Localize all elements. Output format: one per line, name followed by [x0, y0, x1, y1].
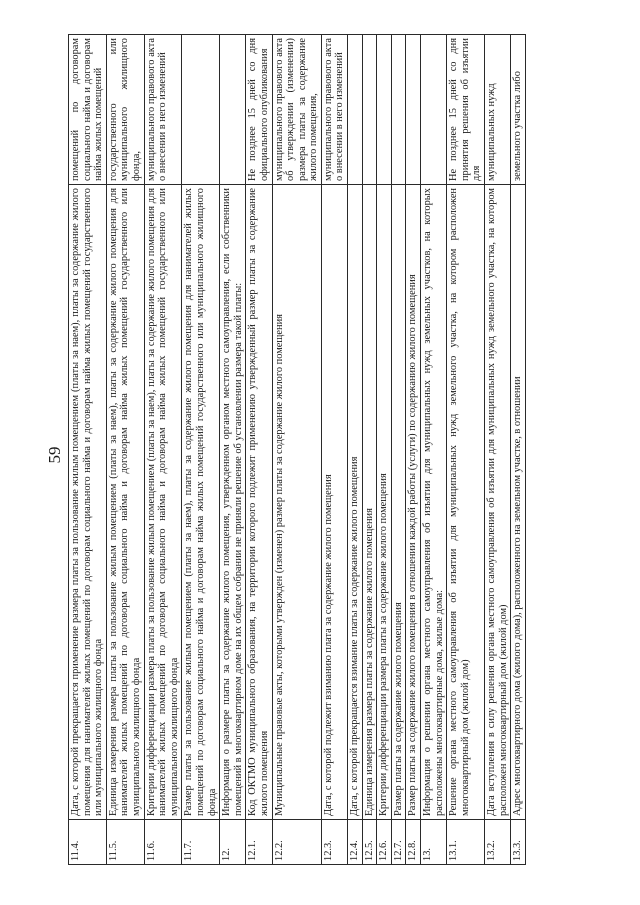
row-note	[220, 35, 246, 185]
row-number: 11.6.	[144, 820, 182, 865]
table-row	[421, 35, 447, 865]
table-body	[69, 35, 526, 865]
table-row	[220, 35, 246, 865]
info-table	[68, 34, 526, 865]
table-row	[406, 35, 421, 865]
page-number: 59	[45, 446, 64, 464]
row-note	[406, 35, 421, 185]
row-note	[377, 35, 392, 185]
table-row	[69, 35, 107, 865]
row-description: Единица измерения размера платы за содержание жилого помещения	[362, 185, 377, 820]
row-note: государственного или муниципального жилищного фонда,	[106, 35, 144, 185]
row-note	[182, 35, 220, 185]
row-description: Адрес многоквартирного дома (жилого дома), расположенного на земельном участке, в отношении	[511, 185, 526, 820]
row-number: 13.3.	[511, 820, 526, 865]
row-description: Единица измерения размера платы за пользование жилым помещением (платы за наем), платы за содержание жилого помещения для нанимателей жилых помещений по договорам социального найма и договорам найма жилых помещений государственного или муниципального жилищного фонда	[106, 185, 144, 820]
row-number: 12.5.	[362, 820, 377, 865]
row-description: Код ОКТМО муниципального образования, на территории которого подлежит применению утвержденный размер платы за содержание жилого помещения	[246, 185, 272, 820]
row-description: Размер платы за содержание жилого помещения	[391, 185, 406, 820]
table-row	[348, 35, 363, 865]
row-note: Не позднее 15 дней со дня официального опубликования	[246, 35, 272, 185]
row-number: 13.2.	[485, 820, 511, 865]
row-description: Критерии дифференциации размера платы за содержание жилого помещения	[377, 185, 392, 820]
row-number: 13.	[421, 820, 447, 865]
row-note: Не позднее 15 дней со дня принятия решения об изъятии для	[447, 35, 485, 185]
table-row	[321, 35, 347, 865]
row-description: Дата вступления в силу решения органа местного самоуправления об изъятии для муниципальных нужд земельного участка, на котором расположен многоквартирный дом (жилой дом)	[485, 185, 511, 820]
table-row	[144, 35, 182, 865]
row-description: Информация о размере платы за содержание жилого помещения, утвержденном органом местного самоуправления, если собственники помещений в многоквартирном доме на их общем собрании не приняли решение об установлении размера такой платы:	[220, 185, 246, 820]
table-row	[485, 35, 511, 865]
rotated-page	[68, 35, 608, 865]
table-row	[106, 35, 144, 865]
row-note: земельного участка либо	[511, 35, 526, 185]
row-description: Дата, с которой прекращается взимание платы за содержание жилого помещения	[348, 185, 363, 820]
table-row	[272, 35, 321, 865]
row-number: 12.8.	[406, 820, 421, 865]
row-note	[391, 35, 406, 185]
row-description: Решение органа местного самоуправления об изъятии для муниципальных нужд земельного участка, на котором расположен многоквартирный дом (жилой дом)	[447, 185, 485, 820]
row-note: муниципального правового акта об утверждении (изменении) размера платы за содержание жилого помещения,	[272, 35, 321, 185]
row-description: Дата, с которой подлежит взиманию плата за содержание жилого помещения	[321, 185, 347, 820]
table-row	[362, 35, 377, 865]
row-note: помещений по договорам социального найма и договорам найма жилых помещений	[69, 35, 107, 185]
row-note	[348, 35, 363, 185]
row-note	[421, 35, 447, 185]
table-row	[182, 35, 220, 865]
row-number: 11.5.	[106, 820, 144, 865]
row-number: 12.3.	[321, 820, 347, 865]
row-description: Размер платы за пользование жилым помещением (платы за наем), платы за содержание жилого помещения для нанимателей жилых помещений по договорам социального найма и договорам найма жилых помещений государственного или муниципального жилищного фонда	[182, 185, 220, 820]
row-number: 12.	[220, 820, 246, 865]
table-row	[447, 35, 485, 865]
row-note: муниципальных нужд	[485, 35, 511, 185]
table-row	[391, 35, 406, 865]
table-row	[377, 35, 392, 865]
row-number: 12.6.	[377, 820, 392, 865]
row-number: 12.4.	[348, 820, 363, 865]
row-number: 12.2.	[272, 820, 321, 865]
table-row	[511, 35, 526, 865]
row-number: 12.7.	[391, 820, 406, 865]
row-description: Информация о решении органа местного самоуправления об изъятии для муниципальных нужд земельных участков, на которых расположены многоквартирные дома, жилые дома:	[421, 185, 447, 820]
row-number: 11.7.	[182, 820, 220, 865]
row-note	[362, 35, 377, 185]
row-note: муниципального правового акта о внесении в него изменений	[321, 35, 347, 185]
row-description: Муниципальные правовые акты, которыми утвержден (изменен) размер платы за содержание жилого помещения	[272, 185, 321, 820]
row-description: Критерии дифференциации размера платы за пользование жилым помещением (платы за наем), платы за содержание жилого помещения для нанимателей жилых помещений по договорам социального найма и договорам найма жилых помещений государственного или муниципального жилищного фонда	[144, 185, 182, 820]
table-row	[246, 35, 272, 865]
row-number: 12.1.	[246, 820, 272, 865]
row-number: 11.4.	[69, 820, 107, 865]
row-note: муниципального правового акта о внесении в него изменений	[144, 35, 182, 185]
row-number: 13.1.	[447, 820, 485, 865]
row-description: Дата, с которой прекращается применение размера платы за пользование жилым помещением (платы за наем), платы за содержание жилого помещения для нанимателей жилых помещений по договорам социального найма и договорам найма жилых помещений государственного или муниципального жилищного фонда	[69, 185, 107, 820]
row-description: Размер платы за содержание жилого помещения в отношении каждой работы (услуги) по содержанию жилого помещения	[406, 185, 421, 820]
